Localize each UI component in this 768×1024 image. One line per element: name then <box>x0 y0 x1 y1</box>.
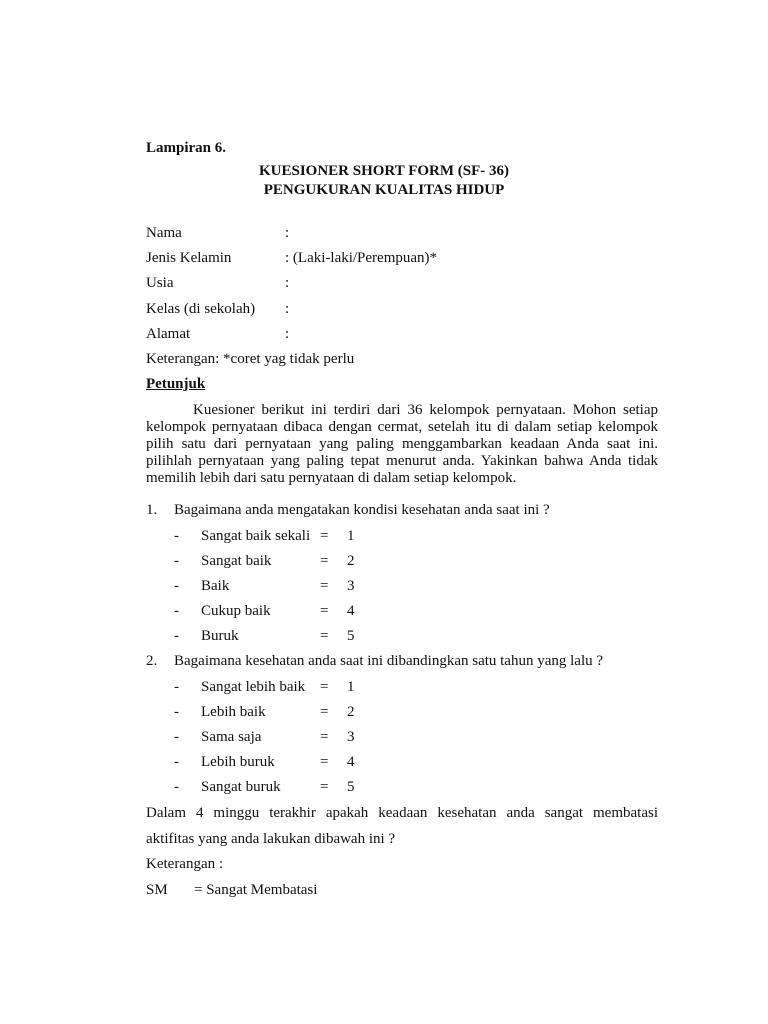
option-dash: - <box>174 578 179 594</box>
option-label: Baik <box>201 578 230 594</box>
option-equals: = <box>320 729 329 745</box>
option-equals: = <box>320 704 329 720</box>
option-equals: = <box>320 679 329 695</box>
option-score: 5 <box>347 628 355 644</box>
section-3-line: aktifitas yang anda lakukan dibawah ini ? <box>146 831 396 847</box>
instructions-line: kelompok pernyataan dibaca dengan cermat, setelah itu di dalam setiap kelompok <box>146 419 658 435</box>
instructions-line: pilihlah pernyataan yang paling tepat menurut anda. Yakinkan bahwa Anda tidak <box>146 453 658 469</box>
option-label: Sangat buruk <box>201 779 281 795</box>
field-value-nama: : <box>285 225 290 241</box>
instructions-heading: Petunjuk <box>146 376 206 392</box>
question-number: 1. <box>146 502 158 518</box>
field-label-jenis-kelamin: Jenis Kelamin <box>146 250 232 266</box>
option-equals: = <box>320 578 329 594</box>
option-score: 3 <box>347 729 355 745</box>
field-label-kelas: Kelas (di sekolah) <box>146 301 256 317</box>
option-score: 4 <box>347 603 355 619</box>
instructions-line: pilih satu dari pernyataan yang paling menggambarkan keadaan Anda saat ini. <box>146 436 658 452</box>
legend-heading: Keterangan : <box>146 856 224 872</box>
section-3-line: Dalam 4 minggu terakhir apakah keadaan kesehatan anda sangat membatasi <box>146 805 658 821</box>
question-text: Bagaimana kesehatan anda saat ini dibandingkan satu tahun yang lalu ? <box>174 653 604 669</box>
document-title: KUESIONER SHORT FORM (SF- 36) <box>258 163 510 179</box>
option-equals: = <box>320 754 329 770</box>
legend-abbr: SM <box>146 882 168 898</box>
instructions-line: memilih lebih dari satu pernyataan di dalam setiap kelompok. <box>146 470 517 486</box>
option-score: 3 <box>347 578 355 594</box>
option-label: Buruk <box>201 628 239 644</box>
option-score: 2 <box>347 553 355 569</box>
option-dash: - <box>174 628 179 644</box>
option-dash: - <box>174 729 179 745</box>
instructions-line: Kuesioner berikut ini terdiri dari 36 kelompok pernyataan. Mohon setiap <box>193 402 658 418</box>
field-value-jenis-kelamin: : (Laki-laki/Perempuan)* <box>285 250 438 266</box>
option-score: 1 <box>347 528 355 544</box>
option-label: Lebih baik <box>201 704 266 720</box>
option-label: Sangat lebih baik <box>201 679 306 695</box>
option-dash: - <box>174 754 179 770</box>
option-equals: = <box>320 779 329 795</box>
option-dash: - <box>174 603 179 619</box>
field-label-nama: Nama <box>146 225 182 241</box>
field-value-alamat: : <box>285 326 290 342</box>
legend-meaning: = Sangat Membatasi <box>194 882 318 898</box>
option-dash: - <box>174 679 179 695</box>
option-score: 2 <box>347 704 355 720</box>
document-subtitle: PENGUKURAN KUALITAS HIDUP <box>263 182 505 198</box>
option-dash: - <box>174 704 179 720</box>
field-value-kelas: : <box>285 301 290 317</box>
option-score: 4 <box>347 754 355 770</box>
option-equals: = <box>320 603 329 619</box>
option-label: Sama saja <box>201 729 262 745</box>
field-label-alamat: Alamat <box>146 326 191 342</box>
option-equals: = <box>320 553 329 569</box>
appendix-label: Lampiran 6. <box>146 140 227 156</box>
option-score: 5 <box>347 779 355 795</box>
option-dash: - <box>174 779 179 795</box>
option-label: Sangat baik <box>201 553 272 569</box>
field-value-usia: : <box>285 275 290 291</box>
option-label: Lebih buruk <box>201 754 275 770</box>
question-text: Bagaimana anda mengatakan kondisi kesehatan anda saat ini ? <box>174 502 550 518</box>
option-dash: - <box>174 553 179 569</box>
question-number: 2. <box>146 653 158 669</box>
option-equals: = <box>320 528 329 544</box>
note-text: Keterangan: *coret yag tidak perlu <box>146 351 355 367</box>
field-label-usia: Usia <box>146 275 174 291</box>
option-equals: = <box>320 628 329 644</box>
option-label: Sangat baik sekali <box>201 528 311 544</box>
option-label: Cukup baik <box>201 603 271 619</box>
option-dash: - <box>174 528 179 544</box>
option-score: 1 <box>347 679 355 695</box>
